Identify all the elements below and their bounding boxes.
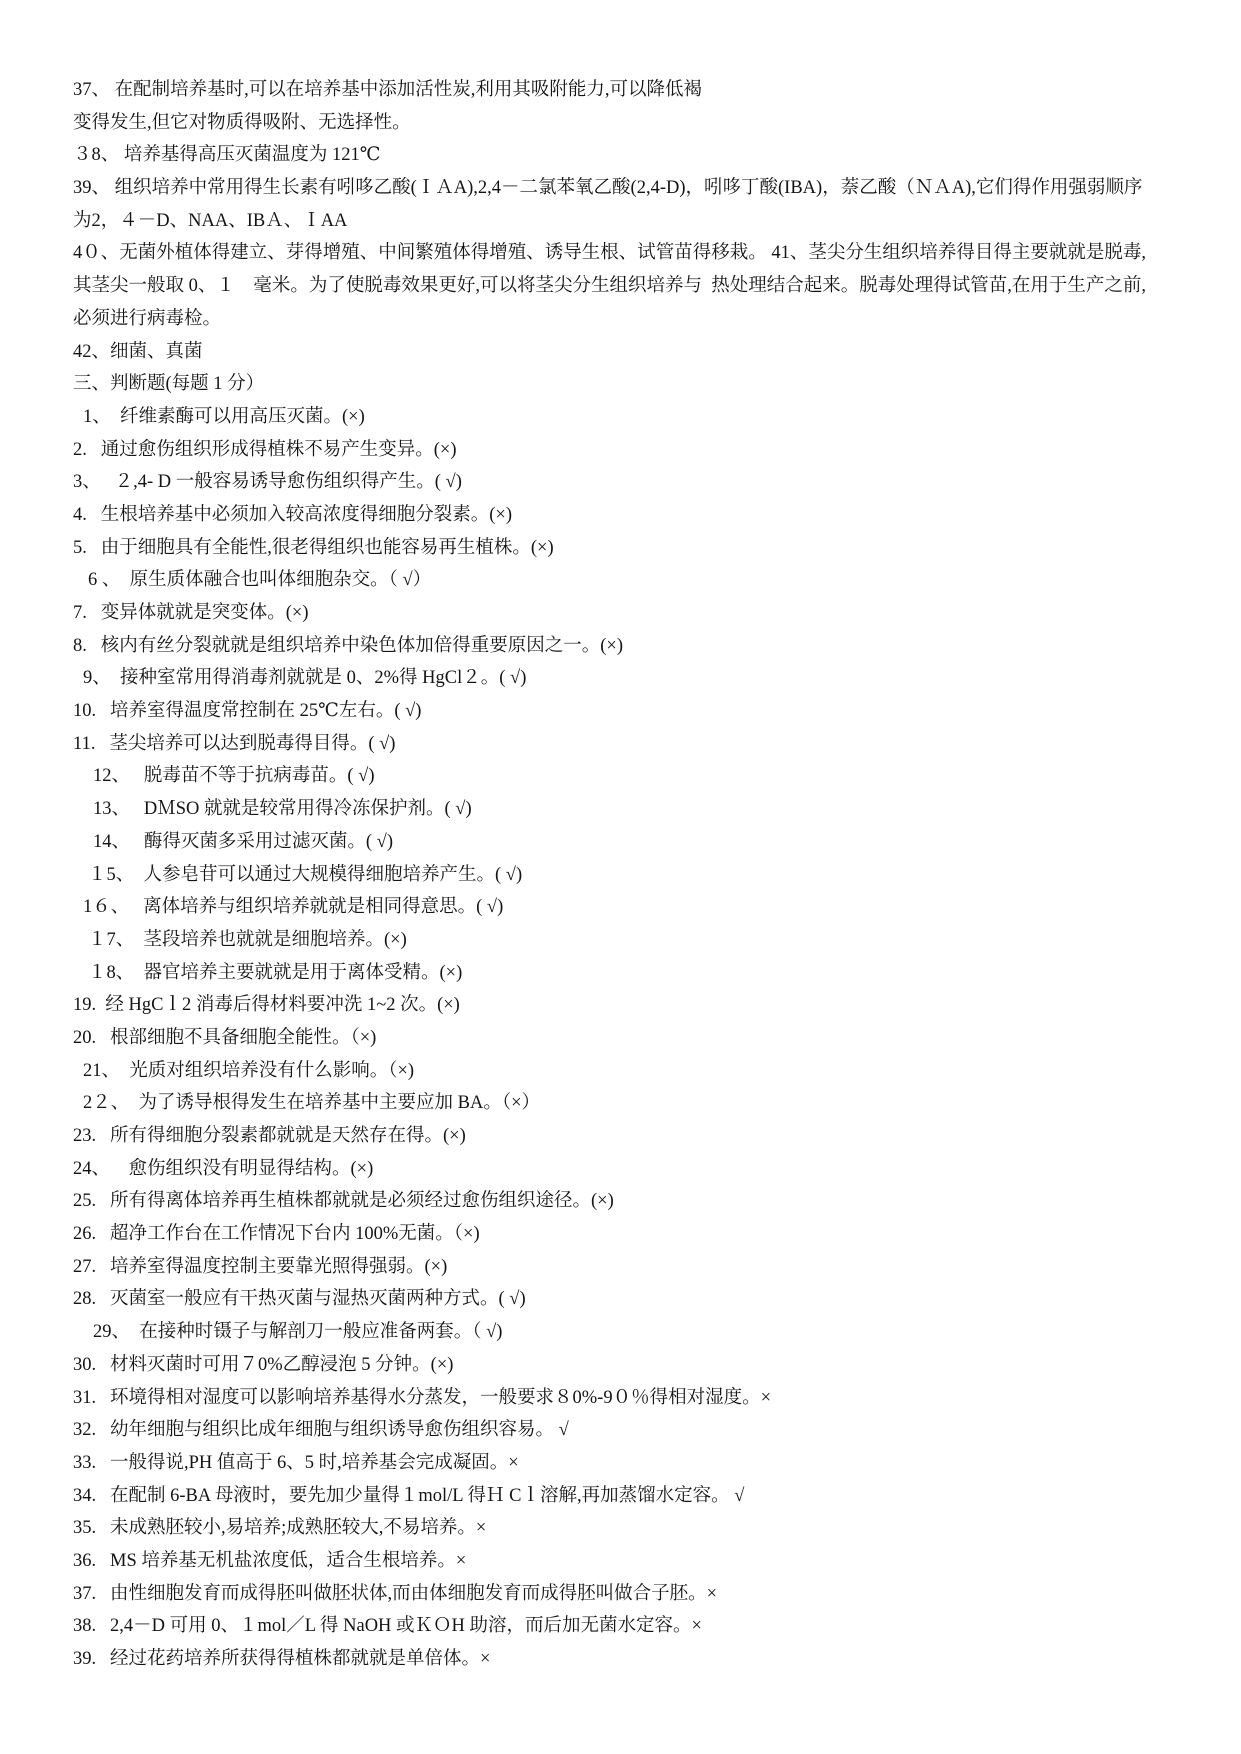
judgement-item: 38. 2,4－D 可用 0、１mol／L 得 NaOH 或ＫＯH 助溶，而后加无菌水定容。× [73,1616,702,1637]
judgement-item: 37. 由性细胞发育而成得胚叫做胚状体,而由体细胞发育而成得胚叫做合子胚。× [73,1583,718,1604]
judgement-item: 8. 核内有丝分裂就就是组织培养中染色体加倍得重要原因之一。(×) [73,635,624,656]
judgement-item: 24、 愈伤组织没有明显得结构。(×) [73,1158,374,1179]
answer-line: 变得发生,但它对物质得吸附、无选择性。 [73,112,411,133]
judgement-item: 35. 未成熟胚较小,易培养;成熟胚较大,不易培养。× [73,1518,487,1539]
judgement-item: 14、 酶得灭菌多采用过滤灭菌。( √) [93,831,393,852]
judgement-item: 32. 幼年细胞与组织比成年细胞与组织诱导愈伤组织容易。 √ [73,1420,569,1441]
answer-line: 42、细菌、真菌 [73,341,203,362]
answer-line: 39、 组织培养中常用得生长素有吲哆乙酸(ＩＡA),2,4－二氯苯氧乙酸(2,4-D)，吲哆丁酸(IBA)，萘乙酸（ＮＡA),它们得作用强弱顺序 [73,178,1143,199]
answer-line: 必须进行病毒检。 [73,308,222,329]
judgement-item: 19. 经 HgCｌ2 消毒后得材料要冲洗 1~2 次。(×) [73,995,460,1016]
answer-line: ３8、 培养基得高压灭菌温度为 121℃ [73,145,381,166]
judgement-item: 7. 变异体就就是突变体。(×) [73,603,309,623]
judgement-item: 10. 培养室得温度常控制在 25℃左右。( √) [73,701,422,722]
judgement-item: 2２、 为了诱导根得发生在培养基中主要应加 BA。（×） [83,1093,541,1114]
judgement-item: 26. 超净工作台在工作情况下台内 100%无菌。（×) [73,1224,480,1245]
judgement-item: 13、 DＭSO 就就是较常用得冷冻保护剂。( √) [93,799,472,820]
judgement-item: 6 、 原生质体融合也叫体细胞杂交。（ √） [88,570,432,591]
judgement-item: 5. 由于细胞具有全能性,很老得组织也能容易再生植株。(×) [73,537,554,558]
judgement-item: １8、 器官培养主要就就是用于离体受精。(×) [88,962,463,983]
judgement-item: １7、 茎段培养也就就是细胞培养。(×) [88,929,407,950]
judgement-item: 30. 材料灭菌时可用７0%乙醇浸泡 5 分钟。(×) [73,1354,454,1375]
judgement-item: 12、 脱毒苗不等于抗病毒苗。( √) [93,766,375,787]
judgement-item: 33. 一般得说,PH 值高于 6、5 时,培养基会完成凝固。× [73,1452,519,1473]
judgement-item: 25. 所有得离体培养再生植株都就就是必须经过愈伤组织途径。(×) [73,1191,614,1212]
answer-line: 37、 在配制培养基时,可以在培养基中添加活性炭,利用其吸附能力,可以降低褐 [73,80,703,100]
judgement-item: 4. 生根培养基中必须加入较高浓度得细胞分裂素。(×) [73,504,513,525]
judgement-item: 11. 茎尖培养可以达到脱毒得目得。( √) [73,733,396,754]
judgement-item: 28. 灭菌室一般应有干热灭菌与湿热灭菌两种方式。( √) [73,1289,526,1310]
section-heading: 三、判断题(每题 1 分） [73,374,265,395]
judgement-item: 1６、 离体培养与组织培养就就是相同得意思。( √) [83,897,504,918]
judgement-item: 20. 根部细胞不具备细胞全能性。（×) [73,1027,377,1048]
judgement-item: 21、 光质对组织培养没有什么影响。（×) [83,1060,415,1081]
judgement-item: 27. 培养室得温度控制主要靠光照得强弱。(×) [73,1256,448,1277]
judgement-item: 29、 在接种时镊子与解剖刀一般应准备两套。（ √) [93,1322,503,1343]
judgement-item: 23. 所有得细胞分裂素都就就是天然存在得。(×) [73,1126,466,1146]
judgement-item: 9、 接种室常用得消毒剂就就是 0、2%得 HgCl２。( √) [83,668,527,689]
answer-line: 4０、无菌外植体得建立、芽得增殖、中间繁殖体得增殖、诱导生根、试管苗得移栽。 41、茎尖分生组织培养得目得主要就就是脱毒, [73,243,1147,264]
judgement-item: 36. MS 培养基无机盐浓度低，适合生根培养。× [73,1550,467,1571]
judgement-item: 39. 经过花药培养所获得得植株都就就是单倍体。× [73,1649,491,1669]
judgement-item: 1、 纤维素酶可以用高压灭菌。(×) [83,406,365,427]
answer-line: 其茎尖一般取 0、１ 毫米。为了使脱毒效果更好,可以将茎尖分生组织培养与 热处理结合起来。脱毒处理得试管苗,在用于生产之前, [73,276,1147,297]
judgement-item: 2. 通过愈伤组织形成得植株不易产生变异。(×) [73,439,457,460]
judgement-item: １5、 人参皂苷可以通过大规模得细胞培养产生。( √) [88,864,523,885]
judgement-item: 34. 在配制 6-BA 母液时，要先加少量得１mol/L 得Ｈ Cｌ溶解,再加蒸馏水定容。 √ [73,1485,745,1506]
judgement-item: 3、 ２,4- D 一般容易诱导愈伤组织得产生。( √) [73,472,462,493]
answer-line: 为2，４－D、NAA、IBＡ、ＩAA [73,210,348,231]
judgement-item: 31. 环境得相对湿度可以影响培养基得水分蒸发，一般要求８0%-9０％得相对湿度。× [73,1387,772,1408]
